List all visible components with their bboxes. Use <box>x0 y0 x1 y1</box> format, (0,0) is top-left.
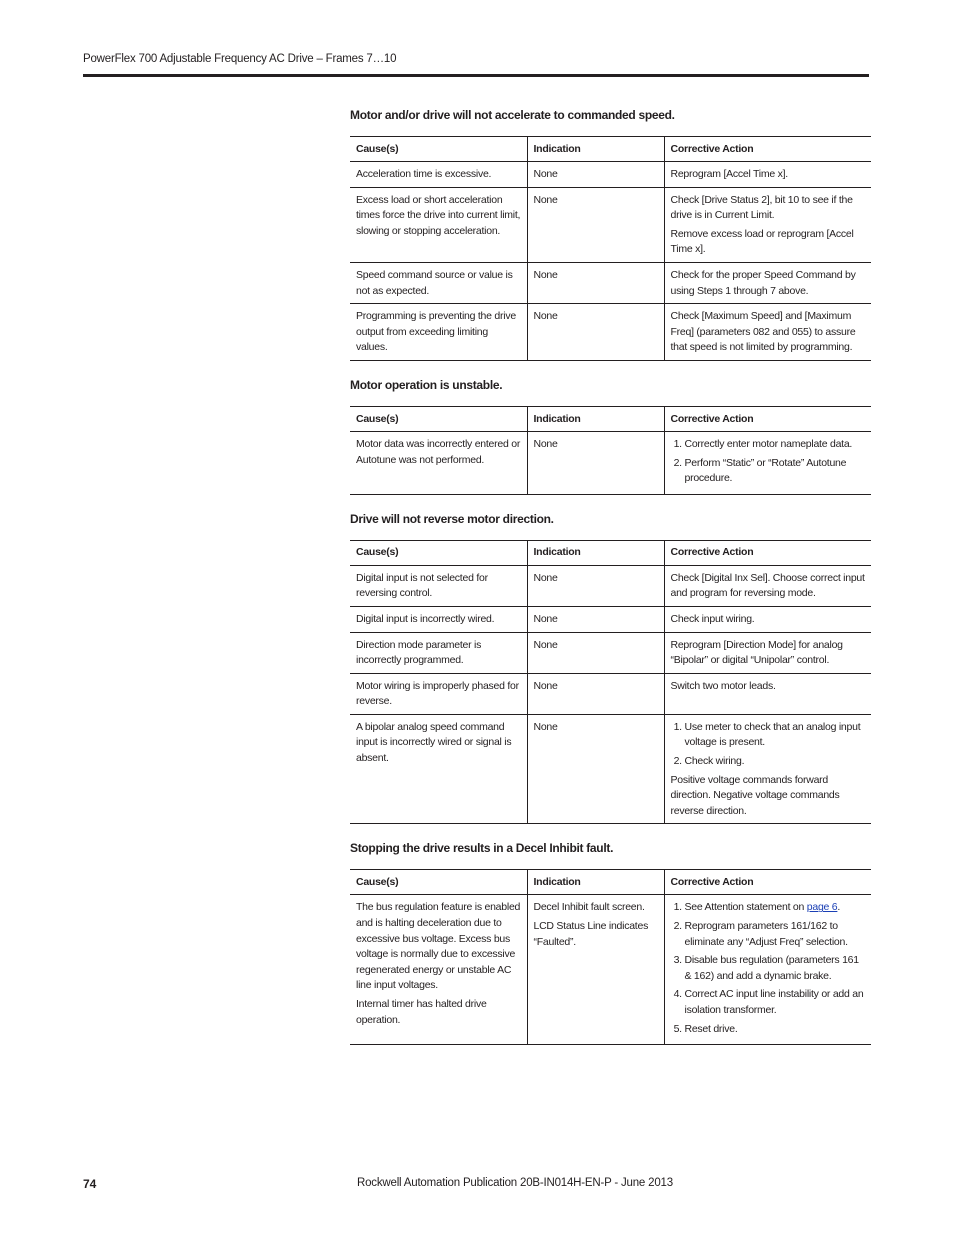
troubleshooting-table <box>350 540 871 825</box>
cause-cell <box>350 714 527 824</box>
cause-cell <box>350 262 527 303</box>
section-gap <box>350 824 871 838</box>
cause-cell <box>350 632 527 673</box>
table-row <box>350 714 871 824</box>
action-step: 1. Use meter to check that an analog input voltage is present. <box>685 720 866 751</box>
table-row <box>350 304 871 361</box>
section-title: Motor and/or drive will not accelerate to commanded speed. <box>350 108 675 122</box>
cause-text: The bus regulation feature is enabled and is halting deceleration due to excessive bus voltage. Excess bus voltage is normally due to excessive regenerated energy or unstable AC line input voltages. <box>356 901 521 992</box>
column-header-corrective-action: Corrective Action <box>664 406 871 431</box>
action-step-list <box>671 720 866 770</box>
cause-cell <box>350 565 527 606</box>
troubleshooting-table <box>350 136 871 361</box>
table-row <box>350 431 871 494</box>
cause-cell <box>350 431 527 494</box>
action-text: Switch two motor leads. <box>670 679 776 692</box>
indication-text: None <box>533 720 558 733</box>
action-step-list <box>671 900 866 1037</box>
action-text: Reprogram [Accel Time x]. <box>670 168 788 180</box>
corrective-action-cell <box>664 304 871 361</box>
indication-cell <box>527 431 664 494</box>
cause-text: Motor wiring is improperly phased for reverse. <box>356 679 519 708</box>
corrective-action-cell <box>664 431 871 494</box>
corrective-action-cell <box>664 187 871 262</box>
action-step: 3. Disable bus regulation (parameters 161 & 162) and add a dynamic brake. <box>685 953 866 984</box>
action-text: Check [Maximum Speed] and [Maximum Freq] (parameters 082 and 055) to assure that speed is not limited by programming. <box>670 310 856 354</box>
column-header-corrective-action: Corrective Action <box>664 137 871 162</box>
action-text: Check for the proper Speed Command by using Steps 1 through 7 above. <box>670 268 856 297</box>
indication-text: Decel Inhibit fault screen. <box>533 901 645 914</box>
cause-text: Internal timer has halted drive operation. <box>356 998 487 1026</box>
column-header-cause: Cause(s) <box>350 406 527 431</box>
indication-cell <box>527 632 664 673</box>
action-text: Check [Digital Inx Sel]. Choose correct input and program for reversing mode. <box>670 571 865 600</box>
table-row <box>350 162 871 188</box>
cause-cell <box>350 673 527 714</box>
indication-cell <box>527 714 664 824</box>
column-header-cause: Cause(s) <box>350 137 527 162</box>
column-header-corrective-action: Corrective Action <box>664 870 871 895</box>
cause-text: A bipolar analog speed command input is incorrectly wired or signal is absent. <box>356 720 512 765</box>
table-row <box>350 565 871 606</box>
indication-cell <box>527 187 664 262</box>
indication-text: None <box>533 168 558 180</box>
action-step: 5. Reset drive. <box>685 1022 866 1038</box>
corrective-action-cell <box>664 565 871 606</box>
section-title: Drive will not reverse motor direction. <box>350 511 554 526</box>
indication-cell <box>527 895 664 1045</box>
indication-cell <box>527 162 664 188</box>
indication-cell <box>527 673 664 714</box>
running-header: PowerFlex 700 Adjustable Frequency AC Drive – Frames 7…10 <box>83 53 397 65</box>
troubleshooting-table <box>350 406 871 495</box>
action-step: 2. Reprogram parameters 161/162 to eliminate any “Adjust Freq” selection. <box>685 919 866 950</box>
troubleshooting-table <box>350 869 871 1045</box>
indication-text: None <box>533 571 558 584</box>
column-header-indication: Indication <box>527 406 664 431</box>
cause-text: Motor data was incorrectly entered or Autotune was not performed. <box>356 437 521 466</box>
action-step: 2. Check wiring. <box>685 754 866 770</box>
action-step-list <box>671 437 866 487</box>
table-row <box>350 632 871 673</box>
page-number: 74 <box>83 1177 97 1191</box>
table-row <box>350 187 871 262</box>
cause-text: Speed command source or value is not as expected. <box>356 268 513 297</box>
section-title: Stopping the drive results in a Decel Inhibit fault. <box>350 841 614 856</box>
corrective-action-cell <box>664 162 871 188</box>
column-header-corrective-action: Corrective Action <box>664 540 871 565</box>
table-row <box>350 895 871 1045</box>
action-text: Remove excess load or reprogram [Accel Time x]. <box>670 227 854 256</box>
cause-text: Excess load or short acceleration times force the drive into current limit, slowing or stopping acceleration. <box>356 193 521 237</box>
indication-cell <box>527 262 664 303</box>
action-step: 2. Perform “Static” or “Rotate” Autotune procedure. <box>685 456 866 487</box>
cause-cell <box>350 162 527 188</box>
action-text: Check input wiring. <box>670 612 755 625</box>
action-step: 4. Correct AC input line instability or add an isolation transformer. <box>685 987 866 1018</box>
column-header-indication: Indication <box>527 137 664 162</box>
cause-text: Acceleration time is excessive. <box>356 168 492 180</box>
section-title: Motor operation is unstable. <box>350 377 503 392</box>
column-header-indication: Indication <box>527 540 664 565</box>
corrective-action-cell <box>664 673 871 714</box>
indication-text: None <box>533 268 558 281</box>
indication-cell <box>527 606 664 632</box>
page-link[interactable]: page 6 <box>806 901 838 914</box>
cause-cell <box>350 187 527 262</box>
section-gap <box>350 361 871 375</box>
indication-cell <box>527 304 664 361</box>
cause-text: Programming is preventing the drive output from exceeding limiting values. <box>356 310 516 354</box>
indication-text: None <box>533 679 558 692</box>
cause-text: Digital input is not selected for reversing control. <box>356 571 488 600</box>
indication-text: LCD Status Line indicates “Faulted”. <box>533 920 649 948</box>
corrective-action-cell <box>664 714 871 824</box>
header-rule <box>83 74 869 77</box>
table-row <box>350 606 871 632</box>
cause-cell <box>350 304 527 361</box>
indication-text: None <box>533 310 558 323</box>
indication-text: None <box>533 612 558 625</box>
action-text: Check [Drive Status 2], bit 10 to see if the drive is in Current Limit. <box>670 193 853 222</box>
action-step: 1. Correctly enter motor nameplate data. <box>685 437 866 453</box>
publication-footer: Rockwell Automation Publication 20B-IN014H-EN-P - June 2013 <box>357 1177 673 1189</box>
table-row <box>350 262 871 303</box>
cause-text: Digital input is incorrectly wired. <box>356 612 495 625</box>
cause-cell <box>350 895 527 1045</box>
column-header-cause: Cause(s) <box>350 540 527 565</box>
column-header-cause: Cause(s) <box>350 870 527 895</box>
indication-text: None <box>533 437 558 450</box>
section-gap <box>350 495 871 509</box>
troubleshooting-content <box>350 105 871 1045</box>
indication-cell <box>527 565 664 606</box>
action-text: Reprogram [Direction Mode] for analog “Bipolar” or digital “Unipolar” control. <box>670 638 843 667</box>
action-step-with-link: 1. See Attention statement on page 6. <box>685 900 866 916</box>
corrective-action-cell <box>664 632 871 673</box>
indication-text: None <box>533 638 558 651</box>
column-header-indication: Indication <box>527 870 664 895</box>
corrective-action-cell <box>664 895 871 1045</box>
cause-text: Direction mode parameter is incorrectly programmed. <box>356 638 482 667</box>
cause-cell <box>350 606 527 632</box>
action-note: Positive voltage commands forward direction. Negative voltage commands reverse direction. <box>670 773 840 817</box>
corrective-action-cell <box>664 606 871 632</box>
indication-text: None <box>533 193 558 206</box>
table-row <box>350 673 871 714</box>
corrective-action-cell <box>664 262 871 303</box>
